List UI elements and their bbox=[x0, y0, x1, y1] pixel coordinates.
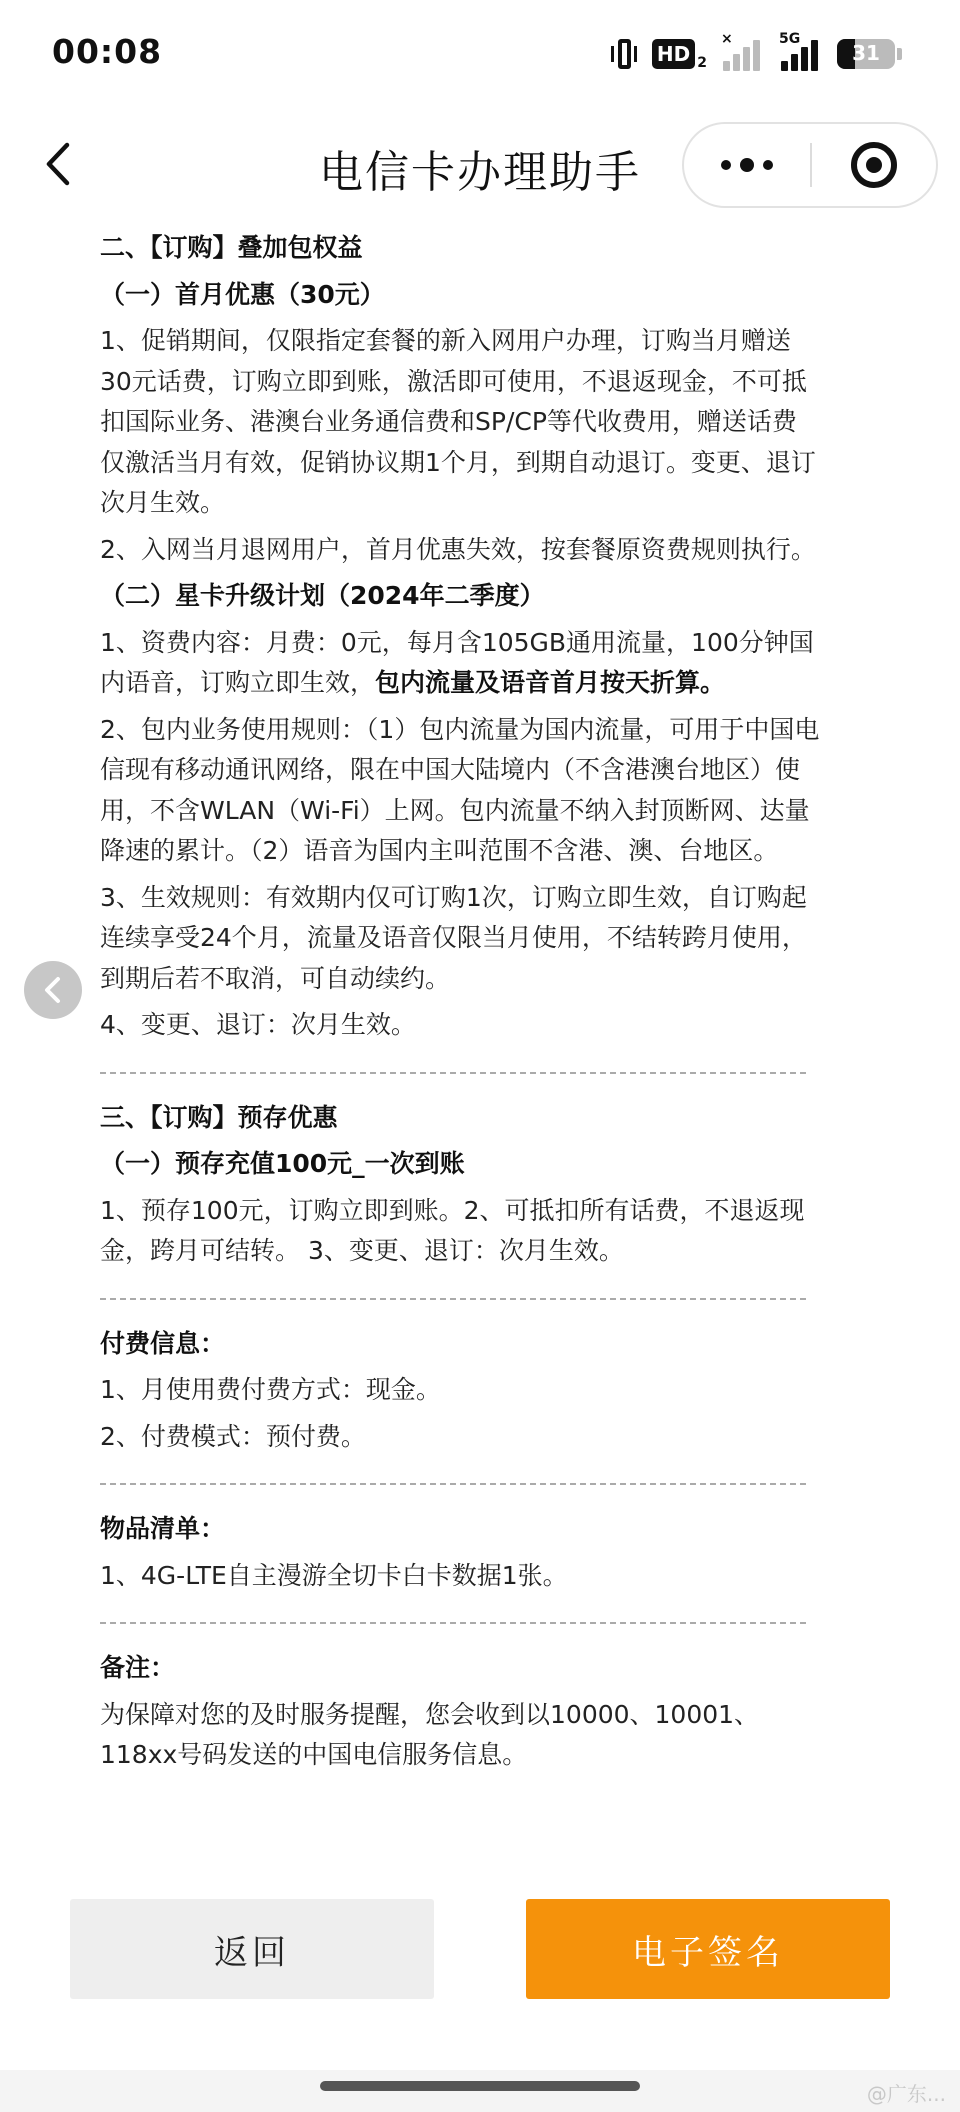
hd-voice-icon bbox=[652, 39, 707, 69]
section-2-sub2-paragraph-3: 3、生效规则：有效期内仅可订购1次，订购立即生效，自订购起连续享受24个月，流量及语音仅限当月使用，不结转跨月使用，到期后若不取消，可自动续约。 bbox=[100, 882, 807, 993]
status-icons bbox=[610, 31, 902, 74]
item-list-title: 物品清单： bbox=[100, 1514, 226, 1543]
section-2-title: 二、【订购】叠加包权益 bbox=[100, 233, 363, 262]
home-indicator[interactable] bbox=[320, 2081, 640, 2091]
status-bar bbox=[0, 0, 960, 106]
signal-weak-icon: × bbox=[721, 37, 765, 71]
floating-back-arrow-button[interactable] bbox=[24, 961, 82, 1019]
target-circle-icon bbox=[851, 142, 897, 188]
watermark: @广东... bbox=[866, 2082, 946, 2106]
dashed-divider bbox=[100, 1072, 806, 1074]
close-mini-program-button[interactable] bbox=[812, 124, 936, 206]
battery-icon bbox=[837, 39, 895, 69]
status-time: 00:08 bbox=[52, 32, 163, 71]
section-2-sub1-paragraph-2: 2、入网当月退网用户，首月优惠失效，按套餐原资费规则执行。 bbox=[100, 534, 816, 564]
signal-5g-icon bbox=[779, 31, 823, 71]
network-label: 5G bbox=[779, 31, 801, 47]
more-button[interactable] bbox=[684, 124, 810, 206]
section-2-sub2-title: （二）星卡升级计划（2024年二季度） bbox=[100, 581, 545, 610]
remarks-paragraph-1: 为保障对您的及时服务提醒，您会收到以10000、10001、118xx号码发送的中国电信服务信息。 bbox=[100, 1699, 760, 1769]
agreement-content[interactable] bbox=[100, 228, 820, 1796]
dashed-divider bbox=[100, 1298, 806, 1300]
section-3-title: 三、【订购】预存优惠 bbox=[100, 1102, 338, 1132]
tariff-bold-text: 包内流量及语音首月按天折算。 bbox=[375, 668, 726, 697]
page-title: 电信卡办理助手 bbox=[319, 147, 641, 198]
section-2-sub1-title: （一）首月优惠（30元） bbox=[100, 279, 385, 309]
payment-info-paragraph-2: 2、付费模式：预付费。 bbox=[100, 1421, 366, 1451]
more-dots-icon bbox=[721, 160, 731, 170]
section-2-sub1-paragraph-1: 1、促销期间，仅限指定套餐的新入网用户办理，订购当月赠送30元话费，订购立即到账，激活即可使用，不退返现金，不可抵扣国际业务、港澳台业务通信费和SP/CP等代收费用，赠送话费仅激活当月有效，促销协议期1个月，到期自动退订。变更、退订次月生效。 bbox=[100, 326, 816, 517]
dashed-divider bbox=[100, 1622, 806, 1624]
mini-program-capsule bbox=[682, 122, 938, 208]
return-button[interactable]: 返回 bbox=[70, 1899, 434, 1999]
hd-label: HD bbox=[652, 39, 695, 69]
payment-info-paragraph-1: 1、月使用费付费方式：现金。 bbox=[100, 1375, 441, 1404]
section-3-sub1-paragraph-1: 1、预存100元，订购立即到账。2、可抵扣所有话费，不退返现金，跨月可结转。 3、变更、退订：次月生效。 bbox=[100, 1195, 805, 1265]
gesture-bar-area bbox=[0, 2070, 960, 2112]
payment-info-title: 付费信息： bbox=[100, 1328, 226, 1358]
tariff-text: 1、资费内容：月费：0元，每月含105GB通用流量，100分钟国内语音，订购立即生效， bbox=[100, 627, 814, 697]
item-list-paragraph-1: 1、4G-LTE自主漫游全切卡白卡数据1张。 bbox=[100, 1560, 568, 1590]
battery-tip bbox=[897, 48, 902, 60]
nav-bar bbox=[0, 106, 960, 222]
e-signature-button[interactable]: 电子签名 bbox=[526, 1899, 890, 1999]
section-2-sub2-paragraph-4: 4、变更、退订：次月生效。 bbox=[100, 1010, 416, 1039]
hd-sub-label: 2 bbox=[697, 55, 707, 71]
section-3-sub1-title: （一）预存充值100元_一次到账 bbox=[100, 1149, 465, 1178]
section-2-sub2-paragraph-1 bbox=[100, 623, 820, 704]
section-2-sub2-paragraph-2: 2、包内业务使用规则：（1）包内流量为国内流量，可用于中国电信现有移动通讯网络，限在中国大陆境内（不含港澳台地区）使用，不含WLAN（Wi-Fi）上网。包内流量不纳入封顶断网、达量降速的累计。（2）语音为国内主叫范围不含港、澳、台地区。 bbox=[100, 714, 820, 865]
remarks-title: 备注： bbox=[100, 1653, 176, 1682]
battery-level: 31 bbox=[852, 41, 880, 65]
chevron-left-icon bbox=[42, 975, 64, 1005]
dashed-divider bbox=[100, 1483, 806, 1485]
vibrate-icon bbox=[610, 37, 638, 71]
